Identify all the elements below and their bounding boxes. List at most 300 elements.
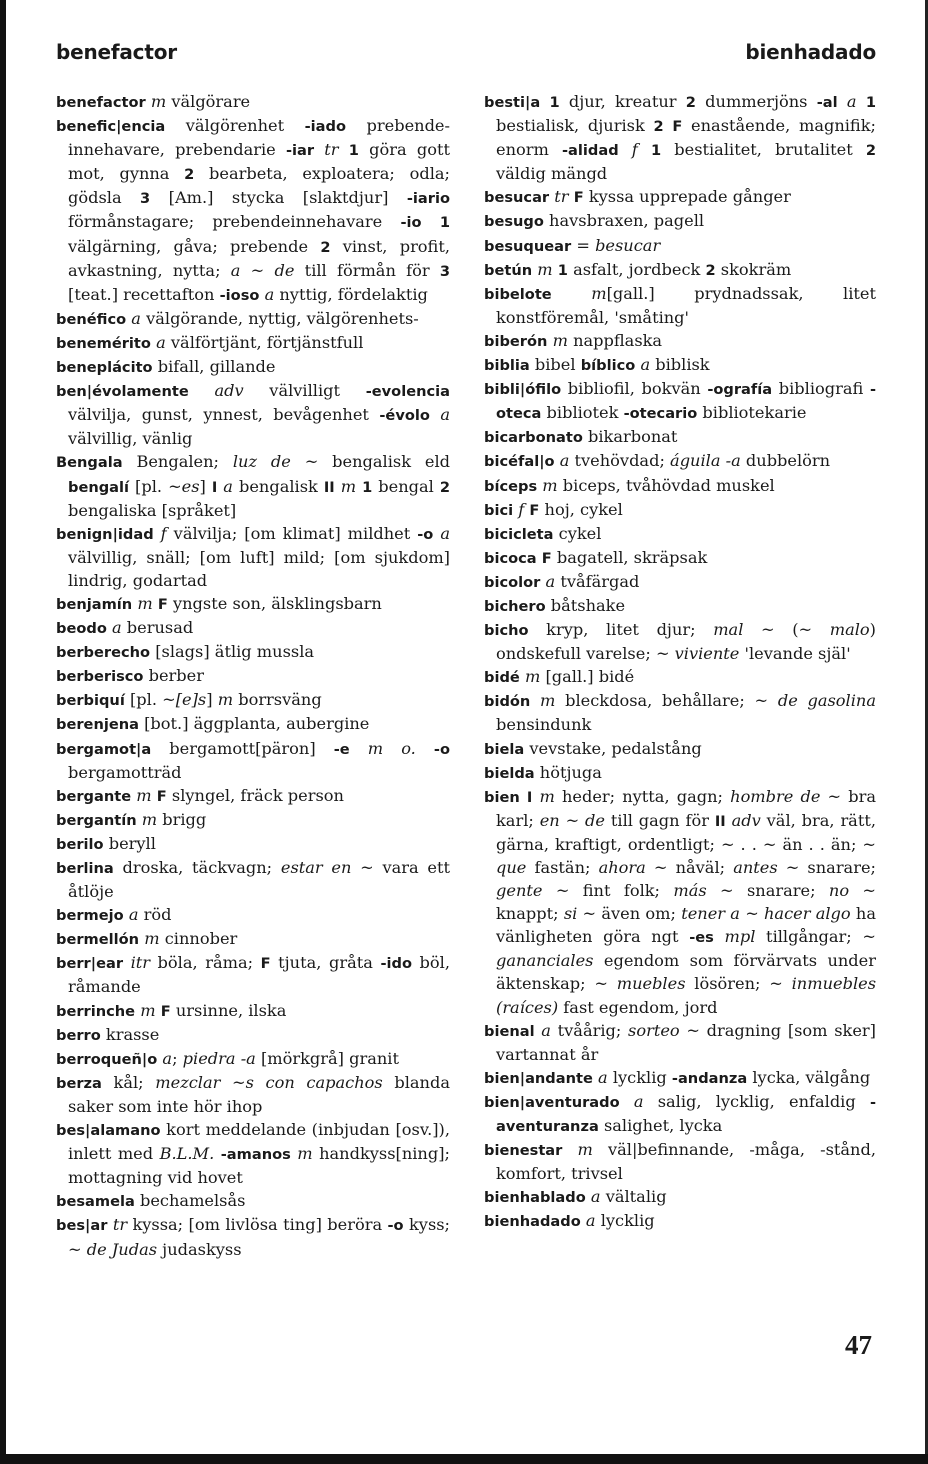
entry-italic-text: f <box>631 140 638 160</box>
entry-bold-marker: II <box>714 812 726 830</box>
dictionary-entry <box>56 737 450 784</box>
entry-definition-text: dubbelörn <box>740 451 831 471</box>
entry-definition-text: prebende-innehavare, prebendarie <box>68 116 450 160</box>
entry-bold-marker: -alidad <box>561 142 619 160</box>
dictionary-entry <box>484 761 876 785</box>
dictionary-entry <box>56 832 450 856</box>
entry-headword: bidón <box>484 693 531 711</box>
dictionary-entry <box>56 1118 450 1189</box>
entry-definition-text: knappt; <box>496 904 564 924</box>
entry-definition-text: slyngel, fräck person <box>166 785 344 805</box>
dictionary-entry <box>56 1213 450 1260</box>
entry-definition-text: snarare; <box>733 881 829 901</box>
entry-headword: berroqueñ|o <box>56 1050 158 1068</box>
entry-bold-marker: -e <box>333 740 350 758</box>
dictionary-entry <box>484 474 876 498</box>
entry-headword: benign|idad <box>56 525 154 543</box>
entry-definition-text: borrsväng <box>233 690 322 710</box>
entry-bold-marker: I <box>211 478 218 496</box>
entry-bold-marker: 2 <box>865 142 876 160</box>
entry-headword: bici <box>484 501 514 519</box>
dictionary-entry <box>484 522 876 546</box>
entry-italic-text: ~ malo <box>798 620 870 640</box>
entry-headword: besamela <box>56 1193 135 1211</box>
dictionary-entry <box>484 498 876 522</box>
entry-definition-text: lycklig <box>595 1211 655 1231</box>
dictionary-entry <box>484 1019 876 1066</box>
entry-bold-marker: -andanza <box>671 1069 748 1087</box>
entry-bold-marker: bengalí <box>68 478 130 496</box>
entry-definition-text: salighet, lycka <box>598 1116 723 1136</box>
entry-headword: bicicleta <box>484 525 554 543</box>
dictionary-entry <box>56 784 450 808</box>
entry-headword: berberecho <box>56 644 151 662</box>
entry-italic-text: m <box>137 593 153 613</box>
entry-headword: benefic|encia <box>56 118 166 136</box>
entry-definition-text: än . . än; <box>776 834 863 854</box>
entry-definition-text: tillgångar; <box>755 927 863 947</box>
entry-definition-text: välvilja, gunst, ynnest, bevågenhet <box>68 405 380 425</box>
entry-definition-text: tvehövdad; <box>569 451 671 471</box>
entry-definition-text: cykel <box>553 523 602 543</box>
entry-italic-text: ~ <box>720 834 735 854</box>
dictionary-entry <box>484 570 876 594</box>
entry-italic-text: a ~ de <box>230 260 295 280</box>
entry-headword: berilo <box>56 835 104 853</box>
dictionary-entry <box>484 689 876 736</box>
entry-bold-marker: -iado <box>304 118 346 136</box>
entry-italic-text: m <box>144 929 160 949</box>
dictionary-entry <box>56 927 450 951</box>
entry-italic-text: ~ de Judas <box>68 1239 158 1259</box>
entry-headword: biberón <box>484 332 548 350</box>
entry-definition-text: nåväl; <box>667 858 734 877</box>
entry-italic-text: ~ inmuebles (raíces) <box>496 974 877 1017</box>
entry-definition-text: bechamelsås <box>134 1191 246 1211</box>
entry-headword: bibelote <box>484 285 552 303</box>
entry-italic-text: no ~ <box>828 881 876 901</box>
entry-italic-text: m <box>542 475 558 495</box>
entry-headword: biela <box>484 740 525 758</box>
dictionary-entry <box>484 1090 876 1138</box>
entry-bold-marker: -amanos <box>220 1146 291 1164</box>
entry-bold-marker: -evolencia <box>365 383 450 401</box>
entry-headword: besucar <box>484 189 550 207</box>
dictionary-entry <box>56 999 450 1023</box>
entry-bold-marker: bíblico <box>580 357 636 375</box>
entry-definition-text: välvilja; [om klimat] mildhet <box>166 523 418 543</box>
entry-definition-text: bagatell, skräpsak <box>551 547 708 567</box>
entry-definition-text: 'levande själ' <box>739 644 851 664</box>
entry-italic-text: besucar <box>595 235 661 255</box>
entry-definition-text: bengalisk eld <box>318 452 451 472</box>
entry-headword: bienal <box>484 1022 535 1040</box>
entry-italic-text: gente ~ <box>496 881 570 901</box>
entry-definition-text: dummerjöns <box>695 92 817 111</box>
entry-italic-text: m <box>150 92 167 111</box>
entry-definition-text <box>838 92 847 111</box>
dictionary-entry <box>484 90 876 185</box>
entry-bold-marker: F <box>541 549 552 567</box>
entry-italic-text: ~[e]s <box>162 690 207 710</box>
entry-headword: bicolor <box>484 573 541 591</box>
entry-definition-text: vara ett åtlöje <box>68 858 451 902</box>
dictionary-entry <box>56 90 450 114</box>
entry-bold-marker: 2 <box>705 261 716 279</box>
entry-definition-text: vevstake, pedalstång <box>524 738 702 758</box>
entry-definition-text: kort meddelande (inbjudan [osv.]), inlett med <box>68 1120 450 1164</box>
entry-definition-text: bestialisk, djurisk <box>496 116 654 136</box>
dictionary-entry <box>484 546 876 570</box>
entry-definition-text: väl|befinnande, -måga, -stånd, komfort, trivsel <box>496 1140 876 1184</box>
entry-definition-text: cinnober <box>159 929 238 949</box>
entry-definition-text <box>314 140 324 159</box>
entry-headword: bien|andante <box>484 1069 593 1087</box>
entry-definition-text <box>430 405 440 424</box>
entry-definition-text: väldig mängd <box>496 164 608 184</box>
entry-italic-text: antes ~ <box>733 858 800 877</box>
entry-definition-text: välvillig, snäll; [om luft] mild; [om sjukdom] lindrig, godartad <box>68 547 450 590</box>
entry-definition-text: göra gott mot, gynna <box>68 140 450 184</box>
entry-definition-text: bibliografi <box>772 379 870 399</box>
entry-headword: bes|alamano <box>56 1122 161 1140</box>
entry-bold-marker: 2 <box>439 478 450 496</box>
entry-italic-text: si ~ <box>563 904 597 924</box>
entry-headword: bielda <box>484 764 535 782</box>
entry-italic-text: f <box>160 523 167 543</box>
entry-italic-text: m <box>524 667 541 687</box>
entry-definition-text: egendom som förvärvats under äktenskap; <box>496 951 876 994</box>
dictionary-entry <box>484 665 876 689</box>
entry-definition-text <box>350 739 368 758</box>
entry-definition-text: djur, kreatur <box>559 92 686 111</box>
entry-headword: bichero <box>484 597 546 615</box>
entry-bold-marker: 1 <box>362 478 373 496</box>
entry-headword: berza <box>56 1074 102 1092</box>
entry-definition-text <box>638 140 651 159</box>
entry-bold-marker: -o <box>387 1217 404 1235</box>
entry-italic-text: a <box>846 92 857 111</box>
entry-definition-text <box>530 691 540 710</box>
entry-headword: benemérito <box>56 334 151 352</box>
dictionary-entry <box>56 379 450 450</box>
entry-italic-text: ~ muebles <box>594 974 686 994</box>
entry-bold-marker: 1 <box>865 94 876 111</box>
entry-definition-text: bengaliska [språket] <box>68 500 237 520</box>
entry-italic-text: a <box>440 523 451 543</box>
entry-definition-text: välförtjänt, förtjänstfull <box>165 332 364 352</box>
entry-headword: besti|a <box>484 94 541 111</box>
entry-definition-text: [pl. <box>129 476 169 496</box>
entry-italic-text: ahora ~ <box>598 858 668 877</box>
entry-definition-text: Bengalen; <box>122 452 233 472</box>
entry-italic-text: m o. <box>367 738 416 758</box>
entry-definition-text <box>416 739 434 758</box>
entry-definition-text: handkyss[ning]; mottagning vid hovet <box>68 1144 450 1188</box>
dictionary-entry <box>56 688 450 712</box>
entry-definition-text: fastän; <box>526 858 599 877</box>
entry-definition-text: förmånstagare; prebendeinnehavare <box>68 212 401 232</box>
entry-italic-text: a <box>640 355 651 375</box>
entry-headword: betún <box>484 261 533 279</box>
entry-bold-marker: 1 <box>348 142 359 160</box>
dictionary-entry <box>56 450 450 521</box>
entry-italic-text: a <box>223 476 233 496</box>
dictionary-entry <box>484 377 876 425</box>
entry-italic-text: ~ que <box>496 834 876 877</box>
entry-headword: beodo <box>56 620 107 638</box>
entry-headword: bienestar <box>484 1142 563 1160</box>
entry-definition-text: böl, råmande <box>68 953 450 997</box>
entry-italic-text: f <box>518 499 525 519</box>
entry-headword: bicéfal|o <box>484 453 555 471</box>
entry-definition-text <box>339 140 349 159</box>
entry-definition-text: ] <box>199 476 212 496</box>
entry-definition-text: bergamotträd <box>68 762 182 782</box>
dictionary-entry <box>56 808 450 832</box>
entry-definition-text: berusad <box>121 618 194 638</box>
entry-italic-text: m <box>141 809 158 829</box>
entry-definition-text: kål; <box>101 1072 156 1092</box>
entry-bold-marker: -al <box>816 94 838 111</box>
entry-italic-text: en ~ de <box>539 810 605 830</box>
entry-definition-text: skokräm <box>715 259 792 279</box>
entry-definition-text: blanda saker som inte hör ihop <box>68 1072 450 1116</box>
entry-italic-text: a <box>590 1187 601 1207</box>
entry-definition-text: bensindunk <box>496 715 592 735</box>
entry-headword: beneplácito <box>56 359 153 377</box>
entry-headword: bien <box>484 788 520 806</box>
entry-definition-text: kryp, litet djur; <box>528 620 714 640</box>
entry-definition-text: hoj, cykel <box>539 499 623 519</box>
entry-bold-marker: 1 <box>439 214 450 232</box>
entry-definition-text: [pl. <box>124 690 163 710</box>
dictionary-entry <box>56 307 450 331</box>
entry-headword: Bengala <box>56 454 123 472</box>
entry-definition-text <box>123 953 131 972</box>
entry-italic-text: ~ <box>762 834 777 854</box>
dictionary-entry <box>56 951 450 998</box>
entry-headword: bicho <box>484 622 529 640</box>
entry-bold-marker: -iar <box>285 142 315 160</box>
entry-bold-marker: F <box>160 1002 171 1020</box>
entry-definition-text: välvillig, vänlig <box>68 429 193 449</box>
dictionary-entry <box>56 114 450 307</box>
dictionary-entry <box>484 618 876 665</box>
entry-definition-text: lösören; <box>685 974 770 994</box>
entry-italic-text: águila -a <box>670 451 741 471</box>
dictionary-entry <box>56 355 450 379</box>
entry-definition-text: enastående, magnifik; enorm <box>496 116 876 160</box>
entry-definition-text <box>562 1140 577 1159</box>
entry-definition-text: bibliotek <box>541 403 624 423</box>
entry-italic-text: adv <box>731 810 761 830</box>
entry-headword: berr|ear <box>56 955 124 973</box>
entry-definition-text <box>619 140 632 159</box>
entry-italic-text: a <box>156 332 166 352</box>
entry-italic-text: a <box>131 308 141 328</box>
dictionary-entry <box>56 903 450 927</box>
dictionary-entry <box>484 258 876 282</box>
entry-bold-marker: 2 <box>685 94 696 111</box>
entry-definition-text: kyssa; [om livlösa ting] beröra <box>127 1215 388 1235</box>
entry-headword: berbiquí <box>56 692 125 710</box>
entry-italic-text: a <box>559 451 570 471</box>
entry-definition-text: böla, råma; <box>150 953 261 973</box>
entry-italic-text: a <box>112 618 122 638</box>
entry-definition-text: [teat.] recettafton <box>68 284 220 304</box>
entry-italic-text: itr <box>130 953 150 973</box>
entry-definition-text: fast egendom, jord <box>558 997 718 1017</box>
entry-italic-text: m <box>539 786 555 806</box>
entry-definition-text: krasse <box>100 1024 160 1044</box>
entry-bold-marker: 2 <box>184 166 195 184</box>
entry-bold-marker: -io <box>400 214 422 232</box>
entry-definition-text: bifall, gillande <box>152 357 276 377</box>
entry-definition-text: heder; nytta, gagn; <box>554 786 731 806</box>
entry-headword: bien|aventurado <box>484 1093 620 1111</box>
entry-bold-marker: -iario <box>406 190 450 208</box>
entry-bold-marker: F <box>529 501 540 519</box>
dictionary-entry <box>484 282 876 329</box>
entry-italic-text: m <box>217 690 234 710</box>
entry-bold-marker: -otecario <box>623 405 698 423</box>
entry-definition-text: röd <box>138 905 172 925</box>
entry-headword: benjamín <box>56 595 133 613</box>
dictionary-entry <box>484 785 876 1019</box>
entry-headword: bergantín <box>56 811 137 829</box>
entry-italic-text: a <box>598 1067 608 1087</box>
entry-definition-text <box>857 92 866 111</box>
entry-headword: bicarbonato <box>484 429 583 447</box>
entry-definition-text: berber <box>143 666 204 686</box>
dictionary-entry <box>56 592 450 616</box>
entry-definition-text: vinst, profit, avkastning, nytta; <box>68 236 450 280</box>
entry-headword: benefactor <box>56 94 146 111</box>
entry-italic-text: sorteo ~ <box>628 1020 700 1040</box>
entry-definition-text: lycka, välgång <box>747 1067 871 1087</box>
entry-headword: berberisco <box>56 668 144 686</box>
entry-italic-text: a <box>541 1020 551 1040</box>
entry-headword: bíceps <box>484 477 538 495</box>
entry-headword: bidé <box>484 669 520 687</box>
entry-italic-text: luz de ~ <box>232 452 319 472</box>
entry-headword: berro <box>56 1026 101 1044</box>
entry-definition-text: bearbeta, exploatera; odla; gödsla <box>68 164 450 208</box>
entry-headword: berrinche <box>56 1002 136 1020</box>
entry-headword: biblia <box>484 357 530 375</box>
dictionary-entry <box>484 329 876 353</box>
scan-border-bottom <box>0 1454 928 1464</box>
entry-definition-text: välgärning, gåva; prebende <box>68 236 321 256</box>
entry-definition-text: [Am.] stycka [slaktdjur] <box>150 188 407 208</box>
entry-definition-text: droska, täckvagn; <box>113 858 281 877</box>
entry-italic-text: a <box>128 905 139 925</box>
entry-italic-text: a <box>585 1211 596 1231</box>
entry-headword: bicoca <box>484 549 537 567</box>
left-guide-word: benefactor <box>56 40 177 64</box>
entry-bold-marker: II <box>323 478 335 496</box>
entry-definition-text: lycklig <box>607 1067 672 1087</box>
dictionary-entry <box>484 425 876 449</box>
entry-italic-text: tr <box>324 140 339 160</box>
dictionary-entry <box>484 1185 876 1209</box>
entry-definition-text: bengalisk <box>232 476 324 496</box>
entry-bold-marker: -ioso <box>219 286 260 304</box>
entry-definition-text: välgörande, nyttig, välgörenhets- <box>140 308 419 328</box>
entry-definition-text: välvilligt <box>243 381 366 401</box>
entry-definition-text: bibliofil, bokvän <box>561 379 708 399</box>
left-column <box>56 90 450 1261</box>
dictionary-entry <box>56 1023 450 1047</box>
entry-italic-text: hombre de ~ <box>730 786 842 806</box>
entry-italic-text: más ~ <box>673 881 734 901</box>
right-column <box>484 90 876 1234</box>
entry-bold-marker: -aventuranza <box>496 1093 876 1136</box>
entry-definition-text: bikarbonat <box>582 427 678 447</box>
entry-definition-text: bra karl; <box>496 786 877 830</box>
entry-definition-text: [slags] ätlig mussla <box>150 642 315 662</box>
entry-definition-text: [gall.] bidé <box>540 667 635 687</box>
entry-italic-text: a <box>162 1048 173 1068</box>
entry-bold-marker: -o <box>433 740 450 758</box>
entry-italic-text: B.L.M. <box>159 1144 215 1164</box>
page-number: 47 <box>845 1330 872 1360</box>
entry-headword: bergante <box>56 787 132 805</box>
entry-definition-text: bestialitet, brutalitet <box>661 140 866 160</box>
entry-definition-text: [mörkgrå] granit <box>255 1048 399 1068</box>
entry-definition-text: = <box>571 235 596 255</box>
entry-bold-marker: -évolo <box>379 407 430 425</box>
entry-headword: besuquear <box>484 237 572 255</box>
entry-definition-text: bibliotekarie <box>697 403 807 423</box>
entry-headword: benéfico <box>56 310 127 328</box>
entry-headword: ben|évolamente <box>56 383 189 401</box>
entry-definition-text: havsbraxen, pagell <box>543 211 705 231</box>
entry-bold-marker: -es <box>689 929 714 947</box>
entry-italic-text: ~ viviente <box>655 644 740 664</box>
entry-definition-text: välgörenhet <box>165 116 305 136</box>
dictionary-entry <box>56 856 450 903</box>
entry-italic-text: ~ de gasolina <box>754 691 876 711</box>
entry-italic-text: tr <box>112 1215 128 1235</box>
entry-definition-text <box>620 1092 634 1111</box>
dictionary-entry <box>484 1066 876 1090</box>
dictionary-entry <box>484 353 876 377</box>
entry-definition-text: väl, bra, rätt, gärna, kraftigt, ordentligt; <box>496 810 876 854</box>
entry-bold-marker: -o <box>417 525 434 543</box>
entry-definition-text: kyssa upprepade gånger <box>583 187 791 207</box>
entry-definition-text: ; <box>172 1048 183 1068</box>
entry-italic-text: ~es <box>168 476 200 496</box>
entry-definition-text: ) ondskefull varelse; <box>496 620 876 664</box>
entry-definition-text: kyss; <box>403 1215 451 1235</box>
entry-italic-text: m <box>552 330 568 350</box>
dictionary-entry <box>484 737 876 761</box>
entry-bold-marker: -ido <box>380 955 412 973</box>
entry-definition-text <box>714 927 725 946</box>
dictionary-entry <box>56 712 450 736</box>
entry-italic-text: mal ~ <box>713 620 775 640</box>
dictionary-entry <box>484 1209 876 1233</box>
entry-italic-text: estar en ~ <box>280 858 374 877</box>
dictionary-entry <box>484 185 876 209</box>
entry-bold-marker: 2 <box>320 238 331 256</box>
entry-definition-text: dragning [som sker] vartannat år <box>496 1020 876 1064</box>
entry-definition-text <box>552 284 592 303</box>
entry-italic-text: m <box>297 1144 313 1164</box>
entry-definition-text: yngste son, älsklingsbarn <box>167 593 382 613</box>
